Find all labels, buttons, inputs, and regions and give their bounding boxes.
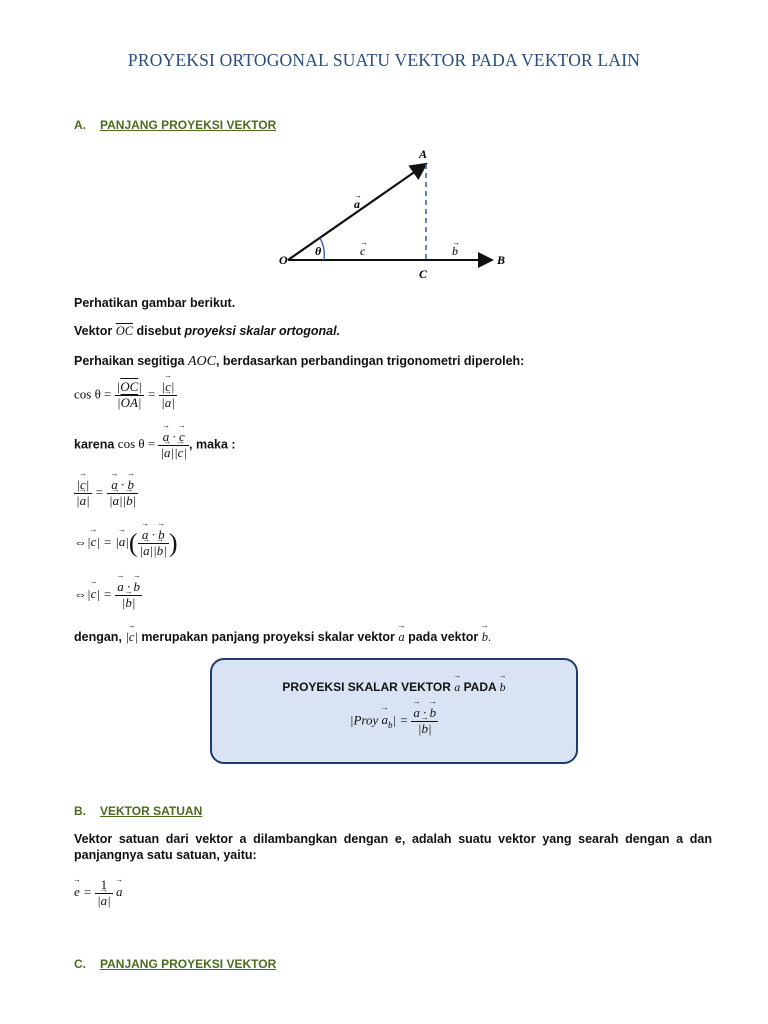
- section-a-title: PANJANG PROYEKSI VEKTOR: [100, 118, 277, 132]
- vec-oc: $\overline{OC}$: [115, 324, 134, 338]
- label-vec-c: c: [360, 244, 366, 258]
- para-perhatikan: Perhatikan gambar berikut.: [74, 296, 236, 310]
- eq-c-result: ⇔|→ c| = → $\frac{a \cdot \to b}{|\to b|}$: [74, 580, 142, 611]
- para-segitiga: Perhaikan segitiga AOC, berdasarkan perbandingan trigonometri diperoleh:: [74, 354, 525, 369]
- eq-cos-theta: cos θ = $\frac{|\overline{OC}|}{|\overline{OA}|}$ = $\frac{|\to c|}{|\to a|}$: [74, 380, 177, 411]
- svg-text:→: →: [452, 238, 460, 247]
- box-formula: |Proy → $a_b|$ = → $\frac{a \cdot \to b}{|\to b|}$: [212, 706, 576, 737]
- label-theta: θ: [315, 244, 322, 258]
- para-vektor-satuan: Vektor satuan dari vektor a dilambangkan dengan e, adalah suatu vektor yang searah dengan a dan panjangnya satu satuan, yaitu:: [74, 832, 712, 862]
- label-vec-b: b: [452, 244, 458, 258]
- eq-ratio: $\frac{|\to c|}{|\to a|}$ = → $\frac{a \cdot \to b}{|\to a||\to b|}$: [74, 478, 138, 509]
- page-title: PROYEKSI ORTOGONAL SUATU VEKTOR PADA VEKTOR LAIN: [127, 50, 641, 70]
- eq-unit-vector: → e = $\frac{1}{|\to a|}$ → a: [74, 878, 122, 909]
- label-A: A: [419, 147, 428, 161]
- svg-text:→: →: [354, 191, 362, 200]
- section-c-heading: C. PANJANG PROYEKSI VEKTOR: [74, 957, 277, 971]
- formula-box: [210, 658, 578, 764]
- para-vektor-oc: Vektor $\overline{OC}$ disebut proyeksi skalar ortogonal.: [74, 324, 341, 338]
- section-b-title: VEKTOR SATUAN: [100, 804, 203, 818]
- svg-text:→: →: [360, 238, 368, 247]
- vector-diagram: [270, 140, 520, 285]
- label-vec-a: a: [354, 197, 360, 211]
- section-a-heading: [74, 118, 276, 132]
- para-karena: karena cos θ = → $\frac{a \cdot \to c}{|\to a||\to c|}$ , maka :: [74, 430, 236, 461]
- label-C: C: [419, 267, 428, 281]
- section-c-title: PANJANG PROYEKSI VEKTOR: [100, 957, 277, 971]
- para-dengan: dengan, |→ c| merupakan panjang proyeksi skalar vektor → a pada vektor → b.: [74, 630, 491, 646]
- eq-c-times: ⇔|→ c| = |→ a|( → $\frac{a \cdot \to b}{|\to a||\to b|}$ ): [74, 528, 178, 559]
- section-b-heading: B. VEKTOR SATUAN: [74, 804, 203, 818]
- label-O: O: [279, 253, 288, 267]
- box-title: PROYEKSI SKALAR VEKTOR → a PADA → b: [212, 680, 576, 695]
- label-B: B: [497, 253, 506, 267]
- section-a-letter: A.: [74, 118, 86, 132]
- vector-a-line: [288, 164, 426, 260]
